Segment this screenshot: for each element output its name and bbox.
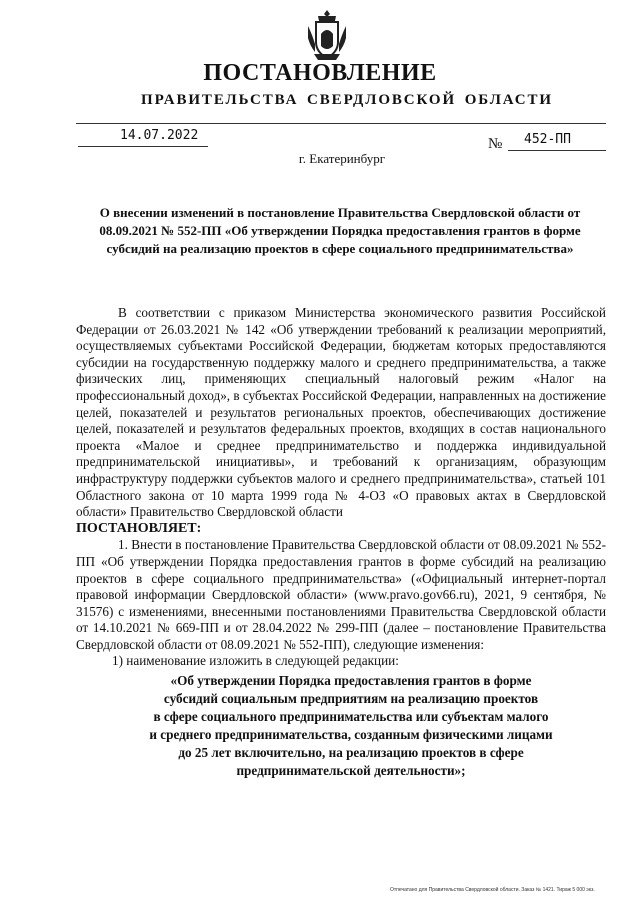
number-sign: № [488, 136, 503, 152]
document-body [76, 305, 606, 780]
quote-line: субсидий социальным предприятиям на реализацию проектов [163, 691, 539, 707]
print-footer: Отпечатано для Правительства Свердловской области. Заказ № 1421. Тираж 5 000 экз. [390, 887, 595, 893]
date-underline [78, 146, 208, 147]
document-title: ПОСТАНОВЛЕНИЕ [203, 60, 437, 86]
preamble-paragraph: В соответствии с приказом Министерства экономического развития Российской Федерации от 26.03.2021 № 142 «Об утверждении требований к реализации мероприятий, осуществляемых субъектами Российской Федерации, бюджетам которых предоставляются субсидии на государственную поддержку малого и среднего предпринимательства, а также физических лиц, применяющих специальный налоговый режим «Налог на профессиональный доход», в субъектах Российской Федерации, направленных на достижение целей, показателей и результатов региональных проектов, обеспечивающих достижение целей, показателей и результатов федеральных проектов, входящих в состав национального проекта «Малое и среднее предпринимательство и поддержка индивидуальной предпринимательской инициативы», и требований к организациям, образующим инфраструктуру поддержки субъектов малого и среднего предпринимательства», статьей 101 Областного закона от 10 марта 1999 года № 4-ОЗ «О правовых актах в Свердловской области» Правительство Свердловской области [76, 305, 607, 520]
quoted-new-title [76, 672, 606, 780]
header-divider [76, 123, 606, 124]
decree-word: ПОСТАНОВЛЯЕТ: [76, 520, 202, 536]
quote-line: «Об утверждении Порядка предоставления грантов в форме [170, 673, 532, 689]
sub-item-1: 1) наименование изложить в следующей редакции: [112, 653, 399, 669]
document-heading: О внесении изменений в постановление Правительства Свердловской области от 08.09.2021 № 552-ПП «Об утверждении Порядка предоставления грантов в форме субсидий на реализацию проектов в сфере социального предпринимательства» [99, 205, 581, 256]
coat-of-arms-emblem [306, 8, 348, 64]
item-1-paragraph: 1. Внести в постановление Правительства Свердловской области от 08.09.2021 № 552-ПП «Об утверждении Порядка предоставления грантов в форме субсидий на реализацию проектов в сфере социального предпринимательства» («Официальный интернет-портал правовой информации Свердловской области» (www.pravo.gov66.ru), 2021, 9 сентября, № 31576) с изменениями, внесенными постановлениями Правительства Свердловской области от 14.10.2021 № 669-ПП и от 28.04.2022 № 299-ПП (далее – постановление Правительства Свердловской области от 08.09.2021 № 552-ПП), следующие изменения: [76, 537, 606, 652]
document-date: 14.07.2022 [120, 128, 199, 143]
document-number: 452-ПП [524, 132, 571, 147]
quote-line: до 25 лет включительно, на реализацию проектов в сфере [178, 745, 524, 761]
quote-line: предпринимательской деятельности»; [236, 763, 466, 779]
document-subtitle: ПРАВИТЕЛЬСТВА СВЕРДЛОВСКОЙ ОБЛАСТИ [141, 92, 553, 108]
quote-line: и среднего предпринимательства, созданным физическими лицами [149, 727, 553, 743]
quote-line: в сфере социального предпринимательства или субъектам малого [153, 709, 549, 725]
document-city: г. Екатеринбург [298, 151, 386, 166]
